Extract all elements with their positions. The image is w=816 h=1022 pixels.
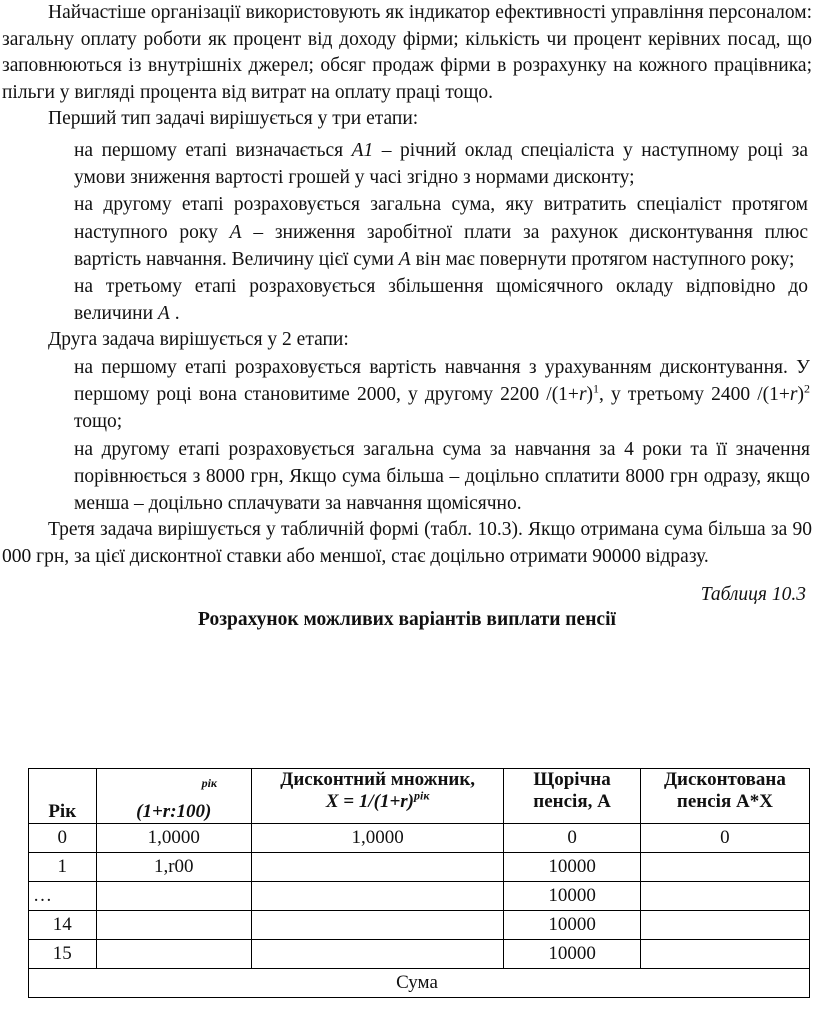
stages-list-1	[2, 137, 812, 327]
table-sum-row	[29, 969, 810, 998]
stage-3-item: на третьому етапі розраховується збільшення щомісячного окладу відповідно до величини A .	[74, 275, 808, 325]
table-row: 1 1,r00 10000	[29, 853, 810, 882]
header-year: Рік	[29, 769, 97, 824]
table-row: … 10000	[29, 882, 810, 911]
table-caption: Таблиця 10.3	[700, 584, 806, 606]
paragraph-2: Перший тип задачі вирішується у три етапи:	[48, 108, 419, 130]
task2-stage-2-item: на другому етапі розраховується загальна сума за навчання за 4 роки та її значення порівнюється з 8000 грн, Якщо сума більша – доцільно сплатити 8000 грн одразу, якщо менша – доцільно сплачувати за навчання щомісячно.	[74, 438, 810, 514]
paragraph-3: Друга задача вирішується у 2 етапи:	[48, 329, 349, 351]
table-row: 14 10000	[29, 911, 810, 940]
table-row: 0 1,0000 1,0000 0 0	[29, 824, 810, 853]
paragraph-4: Третя задача вирішується у табличній формі (табл. 10.3). Якщо отримана сума більша за 90 000 грн, за цієї дисконтної ставки або меншої, стає доцільно отримати 90000 відразу.	[2, 519, 812, 567]
table-row: 15 10000	[29, 940, 810, 969]
header-discount-multiplier: Дисконтний множник, $X = 1/(1+r)^{рік}$	[252, 769, 504, 824]
text-body	[2, 0, 812, 632]
task2-stage-1-item: на першому етапі розраховується вартість навчання з урахуванням дисконтування. У першому році вона становитиме 2000, у другому 2200 $/(1+r)^1$, у третьому 2400 $/(1+r)^2$ тощо;	[74, 356, 810, 433]
stage-2-item: на другому етапі розраховується загальна сума, яку витратить спеціаліст протягом наступного року A – зниження заробітної плати за рахунок дисконтування плюс вартість навчання. Величину цієї суми A він має повернути протягом наступного року;	[74, 194, 809, 270]
table-header-row	[29, 769, 810, 824]
header-factor: рік (1+r:100)	[96, 769, 252, 824]
header-annual-pension: Щорічна пенсія, A	[504, 769, 641, 824]
sum-label: Сума	[29, 969, 810, 998]
header-discounted-pension: Дисконтована пенсія A*X	[640, 769, 809, 824]
paragraph-1: Найчастіше організації використовують як індикатор ефективності управління персоналом: загальну оплату роботи як процент від доходу фірми; кількість чи процент керівних посад, що заповнюються із внутрішніх джерел; обсяг продаж фірми в розрахунку на кожного працівника; пільги у вигляді процента від витрат на оплату праці тощо.	[2, 2, 812, 103]
stages-list-2	[2, 354, 812, 517]
variable-a1: A1	[351, 139, 374, 161]
table-title: Розрахунок можливих варіантів виплати пенсії	[198, 609, 616, 631]
stage-1-item: на першому етапі визначається A1 – річний оклад спеціаліста у наступному році за умови зниження вартості грошей у часі згідно з нормами дисконту;	[74, 139, 808, 189]
pension-table	[28, 768, 810, 998]
